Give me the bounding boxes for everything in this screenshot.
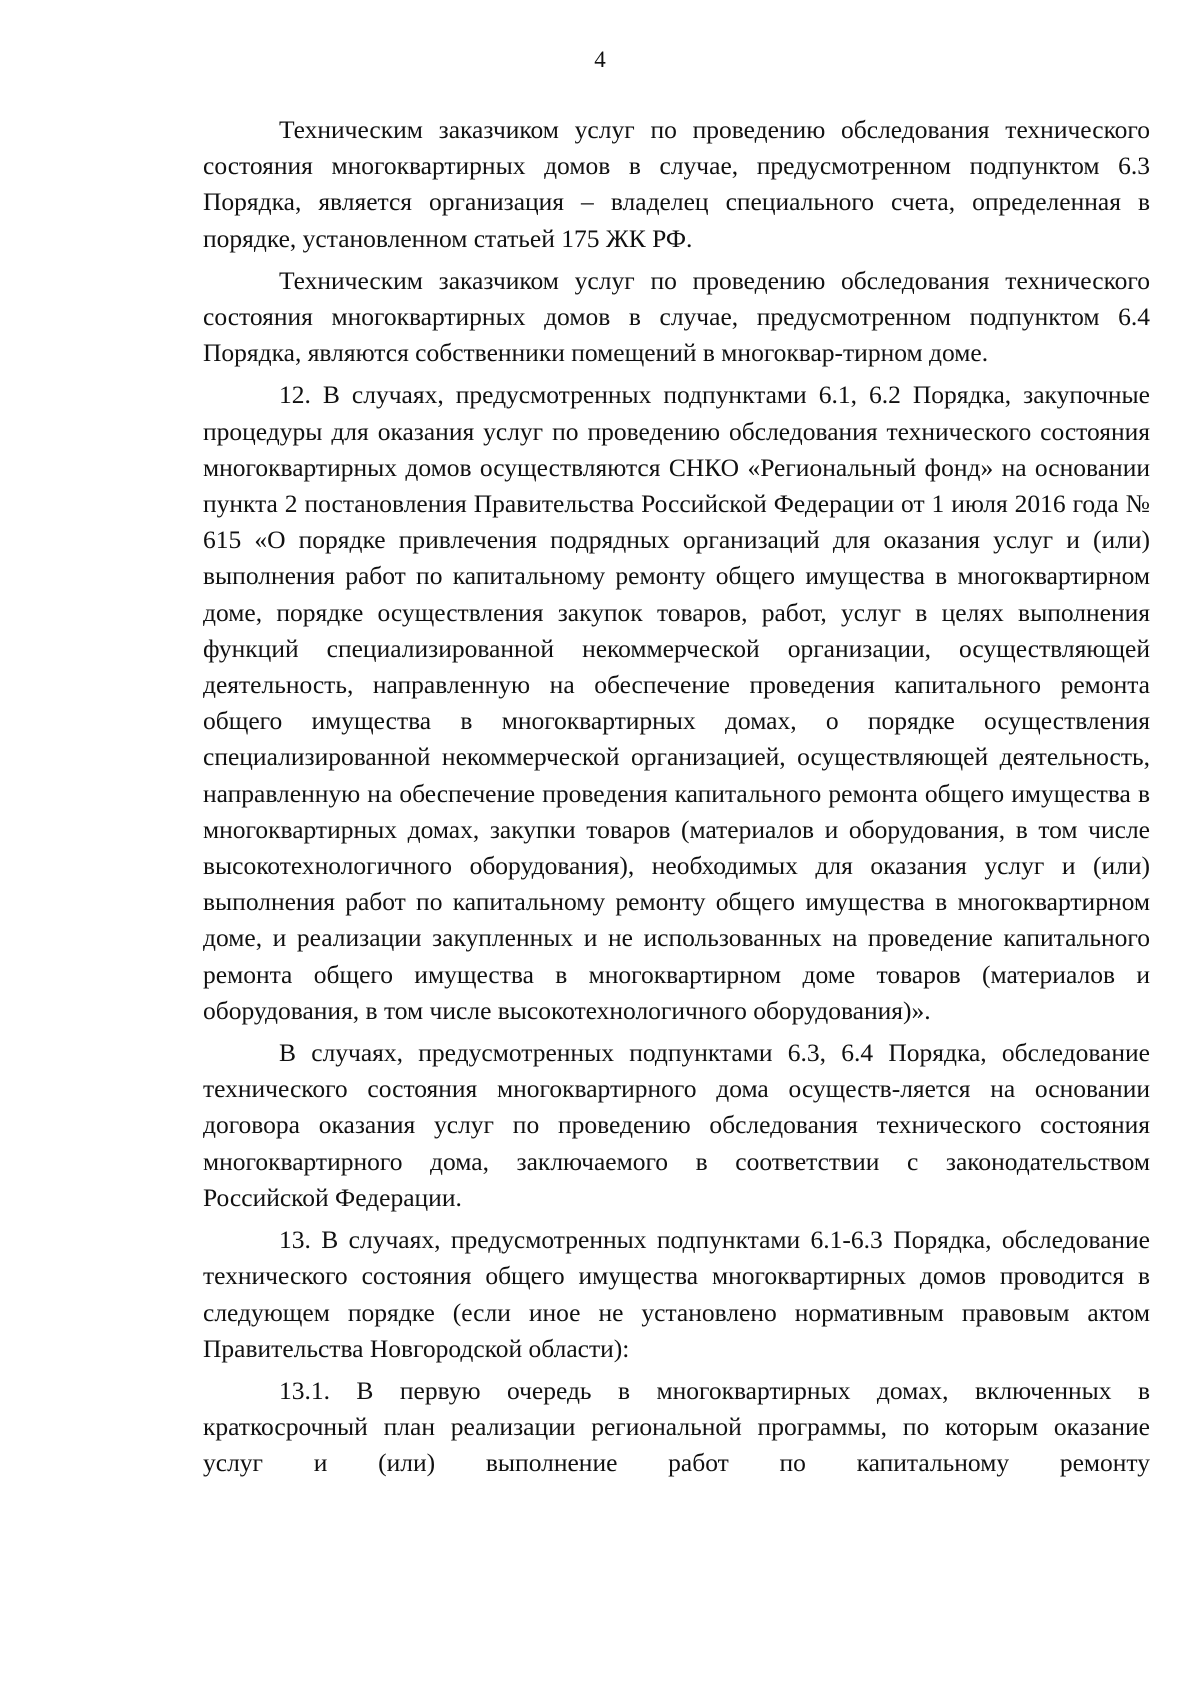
- paragraph-survey-contract: В случаях, предусмотренных подпунктами 6.3, 6.4 Порядка, обследование технического состояния многоквартирного дома осуществ-ляется на основании договора оказания услуг по проведению обследования технического состояния многоквартирного дома, заключаемого в соответствии с законодательством Российской Федерации.: [203, 1038, 1150, 1212]
- paragraph-technical-customer-owners: Техническим заказчиком услуг по проведению обследования технического состояния многоквартирных домов в случае, предусмотренном подпунктом 6.4 Порядка, являются собственники помещений в многоквар-тирном доме.: [203, 265, 1150, 368]
- paragraph-clause-13: 13. В случаях, предусмотренных подпунктами 6.1-6.3 Порядка, обследование технического состояния общего имущества многоквартирных домов проводится в следующем порядке (если иное не установлено нормативным правовым актом Правительства Новгородской области):: [203, 1225, 1150, 1363]
- paragraph-clause-13-1: 13.1. В первую очередь в многоквартирных домах, включенных в краткосрочный план реализации региональной программы, по которым оказание услуг и (или) выполнение работ по капитальному ремонту: [203, 1375, 1150, 1478]
- page-number: 4: [594, 47, 606, 72]
- paragraph-technical-customer-special-account: Техническим заказчиком услуг по проведению обследования технического состояния многоквартирных домов в случае, предусмотренном подпунктом 6.3 Порядка, является организация – владелец специального счета, определенная в порядке, установленном статьей 175 ЖК РФ.: [203, 115, 1150, 253]
- document-body: [203, 112, 1150, 1488]
- paragraph-clause-12: 12. В случаях, предусмотренных подпунктами 6.1, 6.2 Порядка, закупочные процедуры для оказания услуг по проведению обследования технического состояния многоквартирных домов осуществляются СНКО «Региональный фонд» на основании пункта 2 постановления Правительства Российской Федерации от 1 июля 2016 года № 615 «О порядке привлечения подрядных организаций для оказания услуг и (или) выполнения работ по капитальному ремонту общего имущества в многоквартирном доме, порядке осуществления закупок товаров, работ, услуг в целях выполнения функций специализированной некоммерческой организации, осуществляющей деятельность, направленную на обеспечение проведения капитального ремонта общего имущества в многоквартирных домах, о порядке осуществления специализированной некоммерческой организацией, осуществляющей деятельность, направленную на обеспечение проведения капитального ремонта общего имущества в многоквартирных домах, закупки товаров (материалов и оборудования, в том числе высокотехнологичного оборудования), необходимых для оказания услуг и (или) выполнения работ по капитальному ремонту общего имущества в многоквартирном доме, и реализации закупленных и не использованных на проведение капитального ремонта общего имущества в многоквартирном доме товаров (материалов и оборудования, в том числе высокотехнологичного оборудования)».: [203, 380, 1150, 1025]
